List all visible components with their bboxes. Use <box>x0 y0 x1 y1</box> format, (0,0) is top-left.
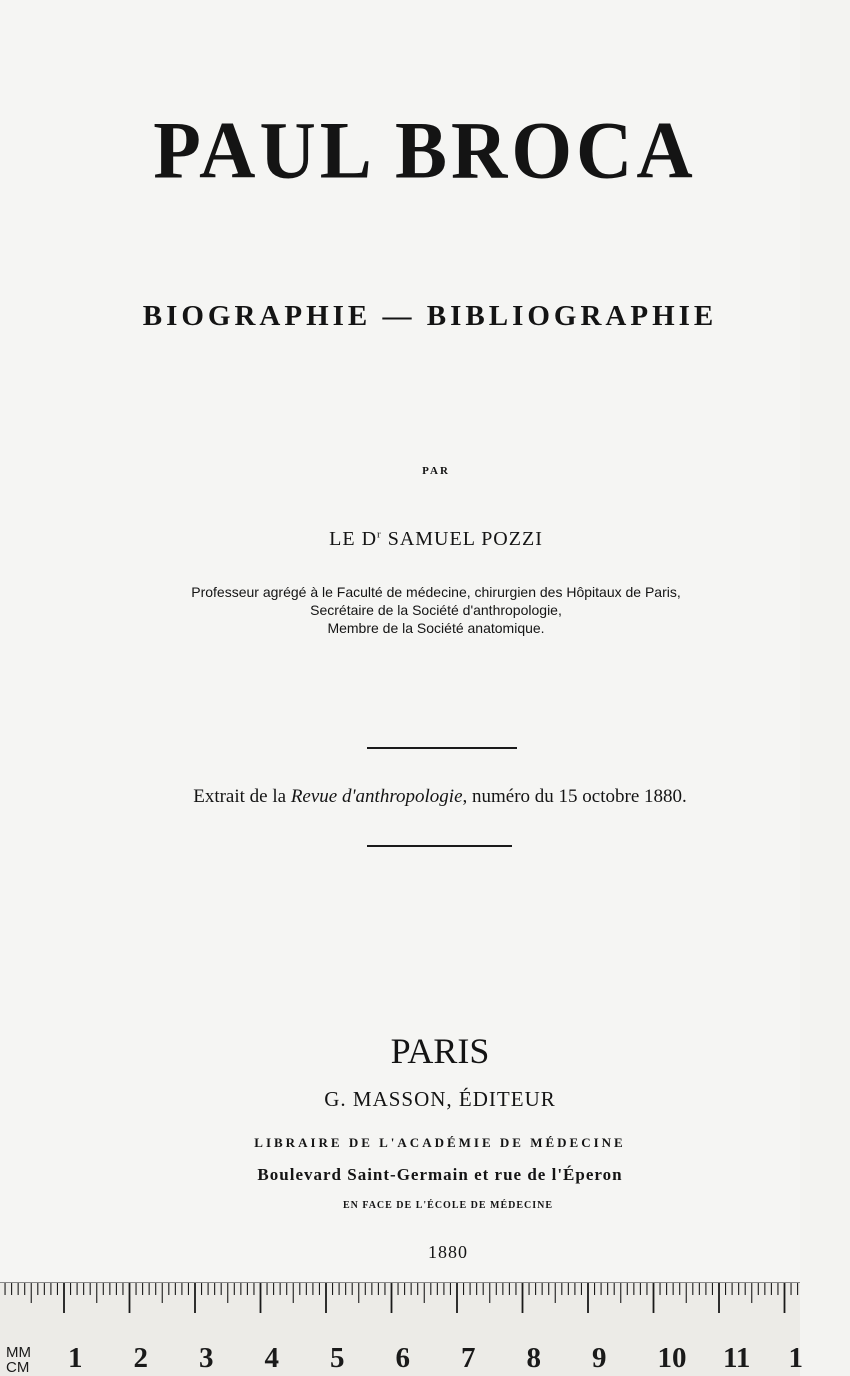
credential-line: Membre de la Société anatomique. <box>327 620 545 636</box>
author-prefix: LE D <box>329 528 378 550</box>
ruler-number: 7 <box>461 1342 476 1374</box>
divider-rule <box>367 845 512 847</box>
imprint-year: 1880 <box>428 1242 468 1262</box>
author-prefix-sup: r <box>377 528 382 541</box>
book-subtitle: BIOGRAPHIE — BIBLIOGRAPHIE <box>142 300 718 332</box>
ruler-number: 1 <box>68 1342 83 1374</box>
imprint-publisher: G. MASSON, ÉDITEUR <box>324 1087 556 1111</box>
imprint-city: PARIS <box>390 1031 490 1071</box>
extract-before: Extrait de la <box>193 786 291 807</box>
extract-after: , numéro du 15 octobre 1880. <box>462 786 687 807</box>
by-label: PAR <box>422 465 450 477</box>
ruler-number: 4 <box>264 1342 279 1374</box>
ruler-unit-mm: MM <box>6 1344 31 1361</box>
imprint-library: LIBRAIRE DE L'ACADÉMIE DE MÉDECINE <box>254 1135 626 1150</box>
ruler-number: 1 <box>788 1342 803 1374</box>
ruler-number: 6 <box>395 1342 410 1374</box>
extract-note <box>40 786 840 808</box>
ruler-number: 10 <box>657 1342 687 1374</box>
credential-line: Secrétaire de la Société d'anthropologie, <box>310 602 562 618</box>
book-title: PAUL BROCA <box>153 103 697 196</box>
author-name: SAMUEL POZZI <box>387 528 543 550</box>
author-line <box>36 528 836 551</box>
imprint-opposite: EN FACE DE L'ÉCOLE DE MÉDECINE <box>342 1200 554 1211</box>
imprint-address: Boulevard Saint-Germain et rue de l'Éperon <box>257 1165 623 1184</box>
ruler-scale <box>0 1283 803 1376</box>
author-credentials <box>36 583 836 637</box>
ruler-number: 8 <box>526 1342 541 1374</box>
divider-rule <box>367 747 517 749</box>
ruler-number: 3 <box>199 1342 214 1374</box>
ruler-number: 5 <box>330 1342 345 1374</box>
extract-journal: Revue d'anthropologie <box>290 786 463 807</box>
ruler-number: 2 <box>133 1342 148 1374</box>
ruler-unit-cm: CM <box>6 1359 30 1376</box>
ruler-number: 9 <box>592 1342 607 1374</box>
ruler-number: 11 <box>723 1342 751 1374</box>
credential-line: Professeur agrégé à le Faculté de médecine, chirurgien des Hôpitaux de Paris, <box>191 584 681 600</box>
measuring-ruler <box>0 1282 803 1376</box>
